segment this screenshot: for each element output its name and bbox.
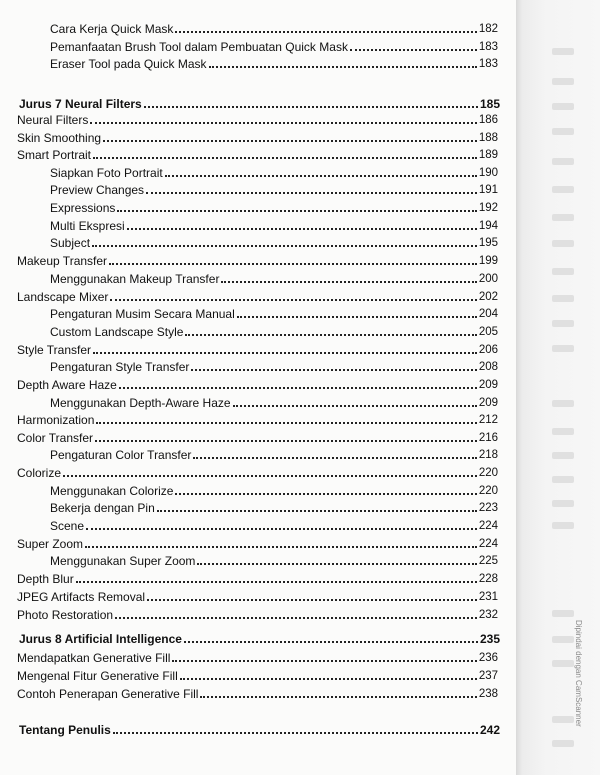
dot-leader bbox=[221, 281, 476, 283]
toc-entry-page: 209 bbox=[478, 379, 498, 391]
show-through-mark bbox=[552, 103, 574, 110]
dot-leader bbox=[180, 678, 477, 680]
show-through-mark bbox=[552, 128, 574, 135]
dot-leader bbox=[95, 440, 477, 442]
dot-leader bbox=[113, 732, 478, 734]
toc-entry-page: 191 bbox=[478, 184, 498, 196]
toc-entry-page: 208 bbox=[478, 361, 498, 373]
toc-entry bbox=[17, 413, 498, 427]
toc-entry-title: Menggunakan Makeup Transfer bbox=[50, 272, 220, 286]
dot-leader bbox=[92, 245, 477, 247]
toc-entry-page: 235 bbox=[479, 632, 500, 646]
toc-entry-page: 185 bbox=[479, 97, 500, 111]
toc-entry-title: Multi Ekspresi bbox=[50, 219, 125, 233]
toc-entry bbox=[17, 687, 498, 701]
toc-entry bbox=[19, 632, 500, 646]
dot-leader bbox=[233, 405, 477, 407]
show-through-mark bbox=[552, 400, 574, 407]
toc-entry-title: Contoh Penerapan Generative Fill bbox=[17, 687, 199, 701]
toc-entry-title: Cara Kerja Quick Mask bbox=[50, 22, 174, 36]
toc-entry-title: Custom Landscape Style bbox=[50, 325, 184, 339]
toc-entry-page: 225 bbox=[478, 555, 498, 567]
toc-entry bbox=[17, 431, 498, 445]
toc-entry bbox=[50, 396, 498, 410]
toc-entry bbox=[50, 22, 498, 36]
toc-entry-page: 195 bbox=[478, 237, 498, 249]
toc-entry bbox=[17, 651, 498, 665]
toc-entry bbox=[50, 554, 498, 568]
toc-entry-page: 216 bbox=[478, 432, 498, 444]
toc-entry-page: 190 bbox=[478, 167, 498, 179]
toc-entry bbox=[50, 201, 498, 215]
toc-entry bbox=[50, 236, 498, 250]
dot-leader bbox=[350, 49, 477, 51]
dot-leader bbox=[191, 369, 476, 371]
show-through-mark bbox=[552, 240, 574, 247]
show-through-mark bbox=[552, 78, 574, 85]
toc-entry bbox=[50, 219, 498, 233]
toc-entry-title: Landscape Mixer bbox=[17, 290, 109, 304]
show-through-mark bbox=[552, 716, 574, 723]
toc-entry-page: 206 bbox=[478, 344, 498, 356]
toc-entry bbox=[17, 537, 498, 551]
toc-entry bbox=[50, 166, 498, 180]
dot-leader bbox=[146, 192, 477, 194]
toc-entry-page: 223 bbox=[478, 502, 498, 514]
toc-entry bbox=[19, 97, 500, 111]
dot-leader bbox=[93, 352, 477, 354]
show-through-mark bbox=[552, 522, 574, 529]
toc-entry-page: 228 bbox=[478, 573, 498, 585]
toc-entry bbox=[50, 40, 498, 54]
toc-entry-title: Menggunakan Super Zoom bbox=[50, 554, 196, 568]
dot-leader bbox=[172, 660, 476, 662]
show-through-mark bbox=[552, 452, 574, 459]
toc-entry-page: 237 bbox=[478, 670, 498, 682]
dot-leader bbox=[109, 263, 477, 265]
toc-entry bbox=[17, 148, 498, 162]
toc-entry bbox=[17, 466, 498, 480]
toc-entry-title: Jurus 8 Artificial Intelligence bbox=[19, 632, 182, 646]
dot-leader bbox=[197, 563, 476, 565]
show-through-mark bbox=[552, 500, 574, 507]
toc-entry bbox=[50, 272, 498, 286]
toc-entry bbox=[50, 519, 498, 533]
toc-entry bbox=[17, 254, 498, 268]
dot-leader bbox=[117, 210, 476, 212]
dot-leader bbox=[76, 581, 477, 583]
toc-entry-page: 209 bbox=[478, 397, 498, 409]
dot-leader bbox=[175, 31, 476, 33]
dot-leader bbox=[200, 696, 476, 698]
show-through-mark bbox=[552, 476, 574, 483]
toc-entry-title: Makeup Transfer bbox=[17, 254, 108, 268]
toc-entry-title: Super Zoom bbox=[17, 537, 84, 551]
toc-entry-title: Mengenal Fitur Generative Fill bbox=[17, 669, 178, 683]
toc-entry-page: 183 bbox=[478, 58, 498, 70]
dot-leader bbox=[96, 422, 476, 424]
toc-entry-page: 199 bbox=[478, 255, 498, 267]
dot-leader bbox=[165, 175, 477, 177]
toc-entry bbox=[50, 325, 498, 339]
toc-entry-page: 194 bbox=[478, 220, 498, 232]
dot-leader bbox=[237, 316, 477, 318]
toc-entry-title: Style Transfer bbox=[17, 343, 92, 357]
toc-entry bbox=[50, 57, 498, 71]
toc-entry-page: 202 bbox=[478, 291, 498, 303]
toc-entry-title: Smart Portrait bbox=[17, 148, 92, 162]
toc-entry-title: Siapkan Foto Portrait bbox=[50, 166, 163, 180]
toc-entry-title: Expressions bbox=[50, 201, 116, 215]
dot-leader bbox=[90, 122, 476, 124]
toc-entry-page: 232 bbox=[478, 609, 498, 621]
toc-entry bbox=[17, 343, 498, 357]
toc-entry-title: Pengaturan Style Transfer bbox=[50, 360, 190, 374]
toc-entry bbox=[17, 572, 498, 586]
show-through-mark bbox=[552, 660, 574, 667]
toc-entry bbox=[50, 448, 498, 462]
toc-entry-title: Neural Filters bbox=[17, 113, 89, 127]
toc-entry bbox=[50, 360, 498, 374]
toc-entry-title: Pengaturan Color Transfer bbox=[50, 448, 192, 462]
dot-leader bbox=[119, 387, 477, 389]
toc-entry-title: Colorize bbox=[17, 466, 62, 480]
toc-entry-title: Harmonization bbox=[17, 413, 95, 427]
toc-entry-page: 218 bbox=[478, 449, 498, 461]
toc-entry bbox=[50, 307, 498, 321]
toc-entry-title: Photo Restoration bbox=[17, 608, 114, 622]
toc-entry-page: 220 bbox=[478, 467, 498, 479]
toc-entry-page: 242 bbox=[479, 723, 500, 737]
toc-entry-page: 186 bbox=[478, 114, 498, 126]
dot-leader bbox=[147, 599, 477, 601]
toc-entry-title: Pengaturan Musim Secara Manual bbox=[50, 307, 235, 321]
dot-leader bbox=[157, 510, 477, 512]
toc-entry bbox=[17, 131, 498, 145]
show-through-mark bbox=[552, 345, 574, 352]
toc-entry-page: 205 bbox=[478, 326, 498, 338]
show-through-mark bbox=[552, 186, 574, 193]
dot-leader bbox=[144, 106, 478, 108]
toc-entry bbox=[17, 608, 498, 622]
toc-entry-page: 182 bbox=[478, 23, 498, 35]
toc-entry-title: JPEG Artifacts Removal bbox=[17, 590, 146, 604]
toc-entry-title: Color Transfer bbox=[17, 431, 94, 445]
dot-leader bbox=[127, 228, 477, 230]
show-through-mark bbox=[552, 320, 574, 327]
dot-leader bbox=[63, 475, 477, 477]
toc-entry-title: Tentang Penulis bbox=[19, 723, 111, 737]
toc-entry bbox=[50, 484, 498, 498]
toc-entry bbox=[50, 183, 498, 197]
toc-entry-page: 238 bbox=[478, 688, 498, 700]
show-through-mark bbox=[552, 48, 574, 55]
toc-entry bbox=[17, 290, 498, 304]
toc-entry-title: Eraser Tool pada Quick Mask bbox=[50, 57, 207, 71]
toc-entry-page: 189 bbox=[478, 149, 498, 161]
show-through-mark bbox=[552, 740, 574, 747]
toc-entry-title: Depth Aware Haze bbox=[17, 378, 117, 392]
toc-entry-title: Menggunakan Depth-Aware Haze bbox=[50, 396, 231, 410]
dot-leader bbox=[85, 546, 477, 548]
toc-entry bbox=[17, 669, 498, 683]
toc-entry bbox=[17, 378, 498, 392]
show-through-mark bbox=[552, 158, 574, 165]
toc-entry bbox=[17, 590, 498, 604]
scanner-watermark: Dipindai dengan CamScanner bbox=[574, 620, 583, 727]
toc-entry-page: 231 bbox=[478, 591, 498, 603]
next-page-bleed bbox=[516, 0, 600, 775]
dot-leader bbox=[93, 157, 477, 159]
toc-entry-page: 183 bbox=[478, 41, 498, 53]
dot-leader bbox=[110, 299, 476, 301]
toc-entry-page: 204 bbox=[478, 308, 498, 320]
dot-leader bbox=[115, 617, 477, 619]
toc-entry bbox=[17, 113, 498, 127]
toc-entry-title: Jurus 7 Neural Filters bbox=[19, 97, 142, 111]
toc-entry-page: 192 bbox=[478, 202, 498, 214]
toc-entry-title: Scene bbox=[50, 519, 85, 533]
toc-entry-page: 188 bbox=[478, 132, 498, 144]
toc-entry-title: Subject bbox=[50, 236, 91, 250]
toc-entry-title: Depth Blur bbox=[17, 572, 74, 586]
show-through-mark bbox=[552, 214, 574, 221]
toc-entry-title: Menggunakan Colorize bbox=[50, 484, 174, 498]
show-through-mark bbox=[552, 428, 574, 435]
dot-leader bbox=[184, 641, 478, 643]
dot-leader bbox=[103, 140, 477, 142]
toc-entry-title: Bekerja dengan Pin bbox=[50, 501, 155, 515]
toc-entry bbox=[50, 501, 498, 515]
dot-leader bbox=[209, 66, 477, 68]
show-through-mark bbox=[552, 295, 574, 302]
dot-leader bbox=[175, 493, 476, 495]
dot-leader bbox=[185, 334, 476, 336]
toc-entry-page: 212 bbox=[478, 414, 498, 426]
toc-entry-title: Pemanfaatan Brush Tool dalam Pembuatan Quick Mask bbox=[50, 40, 348, 54]
toc-entry-title: Preview Changes bbox=[50, 183, 145, 197]
toc-entry-page: 224 bbox=[478, 520, 498, 532]
toc-entry-page: 200 bbox=[478, 273, 498, 285]
toc-entry-title: Skin Smoothing bbox=[17, 131, 102, 145]
toc-entry bbox=[19, 723, 500, 737]
show-through-mark bbox=[552, 610, 574, 617]
toc-entry-page: 224 bbox=[478, 538, 498, 550]
show-through-mark bbox=[552, 268, 574, 275]
toc-entry-page: 220 bbox=[478, 485, 498, 497]
dot-leader bbox=[193, 457, 476, 459]
toc-entry-page: 236 bbox=[478, 652, 498, 664]
dot-leader bbox=[86, 528, 477, 530]
show-through-mark bbox=[552, 636, 574, 643]
toc-entry-title: Mendapatkan Generative Fill bbox=[17, 651, 171, 665]
